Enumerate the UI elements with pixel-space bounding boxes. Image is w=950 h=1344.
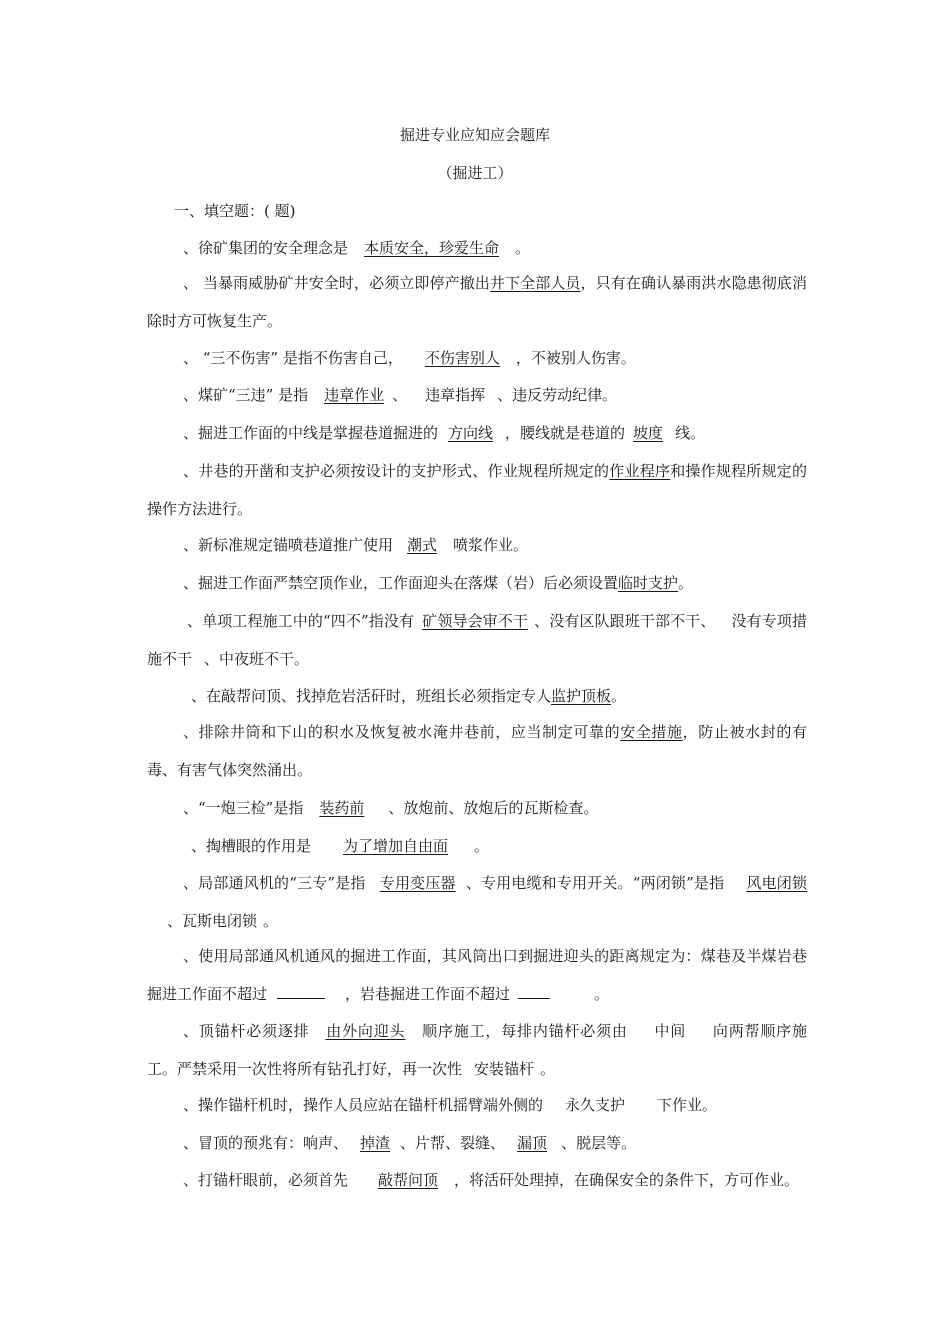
question-6 <box>147 453 807 528</box>
answer: 安全措施 <box>620 723 683 741</box>
answer: 坡度 <box>633 424 664 442</box>
question-text: 、没有区队跟班干部不干、 <box>534 612 716 630</box>
question-text: 、井巷的开凿和支护必须按设计的支护形式、作业规程所规定的 <box>183 462 610 480</box>
section-heading: 一、填空题：( 题) <box>174 202 296 220</box>
question-text: 、掏槽眼的作用是 <box>191 837 312 855</box>
question-text: ，将活矸处理掉，在确保安全的条件下，方可作业。 <box>454 1171 800 1189</box>
question-text: 、徐矿集团的安全理念是 <box>183 239 349 257</box>
answer: 敲帮问顶 <box>378 1171 439 1189</box>
question-text: 、打锚杆眼前，必须首先 <box>183 1171 349 1189</box>
question-7 <box>147 527 807 565</box>
question-text: 。 <box>594 984 610 1003</box>
answer: 漏顶 <box>517 1134 548 1152</box>
question-10 <box>147 678 807 716</box>
answer: 井下全部人员 <box>489 274 581 292</box>
question-text: 、新标准规定锚喷巷道推广使用 <box>183 536 394 554</box>
question-text: ，腰线就是巷道的 <box>505 424 626 442</box>
answer: 风电闭锁 <box>746 874 807 892</box>
question-text: 顺序施工，每排内锚杆必须由 <box>421 1022 628 1040</box>
question-text: 和操作规程所规定的操作方法进行。 <box>147 462 807 518</box>
answer: 掉渣 <box>360 1134 391 1152</box>
question-text: 、脱层等。 <box>561 1134 637 1152</box>
question-text: 下作业。 <box>657 1096 718 1114</box>
question-3 <box>147 340 807 378</box>
question-text: 、排除井筒和下山的积水及恢复被水淹井巷前，应当制定可靠的 <box>183 723 621 741</box>
question-text: ，只有在确认暴雨洪水隐患彻底消除时方可恢复生产。 <box>147 274 807 330</box>
answer: 永久支护 <box>565 1096 626 1114</box>
answer: 本质安全，珍爱生命 <box>364 239 500 257</box>
answer: 违章作业 <box>324 386 385 404</box>
answer: 临时支护 <box>618 574 679 592</box>
question-text: 、掘进工作面的中线是掌握巷道掘进的 <box>183 424 439 442</box>
answer: 潮式 <box>407 536 438 554</box>
answer: 由外向迎头 <box>325 1022 406 1040</box>
question-text: 。 <box>540 1059 556 1078</box>
question-text: 线。 <box>675 424 706 442</box>
question-text: 、放炮前、放炮后的瓦斯检查。 <box>388 799 599 817</box>
answer: 专用变压器 <box>379 874 456 892</box>
question-text: 、 “三不伤害” 是指不伤害自己， <box>183 349 403 367</box>
question-text: ，防止被水封的有毒、有害气体突然涌出。 <box>147 723 807 779</box>
answer: 作业程序 <box>609 462 671 480</box>
question-text: 、局部通风机的“三专”是指 <box>183 874 366 892</box>
blank-line <box>518 982 550 999</box>
answer: 违章指挥 <box>425 386 486 404</box>
document-title: 掘进专业应知应会题库 <box>399 126 550 144</box>
question-text: 、“一炮三检”是指 <box>183 799 304 817</box>
question-9 <box>147 603 807 678</box>
question-8 <box>147 565 807 603</box>
question-14 <box>147 865 807 940</box>
question-text: 、冒顶的预兆有：响声、 <box>183 1134 349 1152</box>
answer: 中间 <box>653 1022 687 1040</box>
question-text: 、操作锚杆机时，操作人员应站在锚杆机摇臂端外侧的 <box>183 1096 544 1114</box>
question-5 <box>147 415 807 453</box>
question-text: 、使用局部通风机通风的掘进工作面，其风筒出口到掘进迎头的距离规定为：煤巷及半煤岩巷掘进工作面不超过 <box>147 947 807 1003</box>
question-text: 、顶锚杆必须逐排 <box>183 1022 310 1040</box>
question-text: 、煤矿“三违” 是指 <box>183 386 309 404</box>
question-text: 、在敲帮问顶、找掉危岩活矸时，班组长必须指定专人 <box>191 687 552 705</box>
question-text: 、片帮、裂缝、 <box>400 1134 506 1152</box>
question-text: 、 <box>392 386 408 404</box>
question-17 <box>147 1087 807 1125</box>
answer: 方向线 <box>448 424 494 442</box>
question-text: 。 <box>678 574 694 592</box>
question-2 <box>147 265 807 340</box>
question-text: 向两帮顺序施工。严禁采用一次性将所有钻孔打好，再一次性 <box>147 1022 807 1078</box>
answer: 瓦斯电闭锁 <box>182 911 258 930</box>
question-text: 、掘进工作面严禁空顶作业，工作面迎头在落煤（岩）后必须设置 <box>183 574 619 592</box>
question-12 <box>147 790 807 828</box>
question-1 <box>147 230 807 268</box>
question-18 <box>147 1125 807 1163</box>
question-text: 、专用电缆和专用开关。“两闭锁”是指 <box>465 874 725 892</box>
question-4 <box>147 377 807 415</box>
answer: 监护顶板 <box>551 687 612 705</box>
answer: 不伤害别人 <box>424 349 500 367</box>
question-11 <box>147 714 807 789</box>
question-text: 喷浆作业。 <box>453 536 529 554</box>
document-subtitle: （掘进工） <box>437 164 513 182</box>
question-text: 、中夜班不干。 <box>204 649 310 668</box>
answer: 装药前 <box>319 799 365 817</box>
question-text: 、 当暴雨威胁矿井安全时，必须立即停产撤出 <box>183 274 490 292</box>
question-text: 、 <box>167 911 183 930</box>
answer: 矿领导会审不干 <box>422 612 528 630</box>
question-text: 、违反劳动纪律。 <box>497 386 618 404</box>
question-15 <box>147 938 807 1013</box>
question-text: ，不被别人伤害。 <box>515 349 636 367</box>
question-19 <box>147 1162 807 1200</box>
question-text: ，岩巷掘进工作面不超过 <box>345 984 511 1003</box>
answer: 安装锚杆 <box>474 1059 535 1078</box>
question-text: 。 <box>474 837 490 855</box>
question-text: 。 <box>515 239 531 257</box>
question-13 <box>147 828 807 866</box>
question-16 <box>147 1013 807 1088</box>
question-text: 。 <box>611 687 627 705</box>
blank-line <box>277 982 325 999</box>
answer: 为了增加自由面 <box>343 837 449 855</box>
question-text: 。 <box>263 911 279 930</box>
question-text: 、单项工程施工中的“四不”指没有 <box>187 612 415 630</box>
answer: 没有专项措施不干 <box>147 612 807 668</box>
